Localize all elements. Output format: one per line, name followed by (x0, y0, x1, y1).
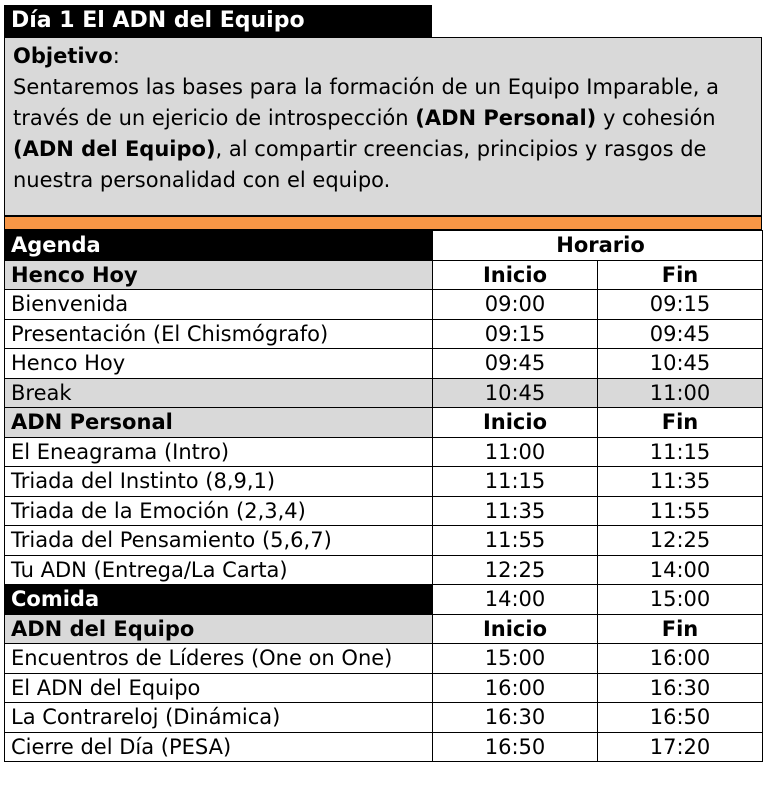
table-row (5, 378, 763, 408)
comida-row (5, 585, 763, 615)
activity-cell: Presentación (El Chismógrafo) (5, 319, 433, 349)
section-title: Henco Hoy (5, 260, 433, 290)
objective-label: Objetivo (13, 44, 113, 68)
end-time-cell: 11:55 (598, 496, 763, 526)
objective-text-1: Sentaremos las bases para la formación de un Equipo Imparable, a través de un ejericio de introspección (13, 75, 719, 130)
table-row (5, 703, 763, 733)
table-row (5, 437, 763, 467)
table-row (5, 555, 763, 585)
table-row (5, 732, 763, 762)
table-row (5, 496, 763, 526)
inicio-label: Inicio (433, 408, 598, 438)
activity-cell: Break (5, 378, 433, 408)
start-time-cell: 11:35 (433, 496, 598, 526)
objective-box (4, 37, 762, 216)
activity-cell: La Contrareloj (Dinámica) (5, 703, 433, 733)
fin-label: Fin (598, 614, 763, 644)
start-time-cell: 12:25 (433, 555, 598, 585)
activity-cell: Encuentros de Líderes (One on One) (5, 644, 433, 674)
inicio-label: Inicio (433, 260, 598, 290)
activity-cell: El ADN del Equipo (5, 673, 433, 703)
page-title: Día 1 El ADN del Equipo (4, 5, 432, 37)
start-time-cell: 11:15 (433, 467, 598, 497)
start-time-cell: 15:00 (433, 644, 598, 674)
end-time-cell: 14:00 (598, 555, 763, 585)
objective-bold-1: (ADN Personal) (415, 106, 597, 130)
start-time-cell: 09:15 (433, 319, 598, 349)
activity-cell: Henco Hoy (5, 349, 433, 379)
end-time-cell: 17:20 (598, 732, 763, 762)
section-header-row (5, 260, 763, 290)
table-row (5, 290, 763, 320)
section-title: Comida (5, 585, 433, 615)
section-title: ADN del Equipo (5, 614, 433, 644)
end-time-cell: 11:00 (598, 378, 763, 408)
objective-text-2: y cohesión (596, 106, 716, 130)
start-time-cell: 16:00 (433, 673, 598, 703)
table-row (5, 526, 763, 556)
activity-cell: Triada del Pensamiento (5,6,7) (5, 526, 433, 556)
start-time-cell: 09:45 (433, 349, 598, 379)
horario-label: Horario (433, 231, 763, 261)
end-time-cell: 11:15 (598, 437, 763, 467)
fin-label: Fin (598, 408, 763, 438)
start-time-cell: 14:00 (433, 585, 598, 615)
activity-cell: Tu ADN (Entrega/La Carta) (5, 555, 433, 585)
end-time-cell: 12:25 (598, 526, 763, 556)
agenda-header-row (5, 231, 763, 261)
start-time-cell: 16:50 (433, 732, 598, 762)
section-header-row (5, 408, 763, 438)
activity-cell: Bienvenida (5, 290, 433, 320)
start-time-cell: 11:00 (433, 437, 598, 467)
activity-cell: Triada de la Emoción (2,3,4) (5, 496, 433, 526)
start-time-cell: 16:30 (433, 703, 598, 733)
inicio-label: Inicio (433, 614, 598, 644)
table-row (5, 673, 763, 703)
end-time-cell: 16:30 (598, 673, 763, 703)
orange-divider (4, 216, 762, 230)
start-time-cell: 11:55 (433, 526, 598, 556)
table-row (5, 644, 763, 674)
start-time-cell: 10:45 (433, 378, 598, 408)
objective-colon: : (112, 44, 120, 68)
end-time-cell: 16:50 (598, 703, 763, 733)
end-time-cell: 15:00 (598, 585, 763, 615)
end-time-cell: 16:00 (598, 644, 763, 674)
activity-cell: El Eneagrama (Intro) (5, 437, 433, 467)
objective-text-3: , al compartir creencias, principios y rasgos de nuestra personalidad con el equipo. (13, 137, 707, 192)
activity-cell: Triada del Instinto (8,9,1) (5, 467, 433, 497)
agenda-label: Agenda (5, 231, 433, 261)
activity-cell: Cierre del Día (PESA) (5, 732, 433, 762)
start-time-cell: 09:00 (433, 290, 598, 320)
agenda-table (4, 230, 763, 762)
table-row (5, 467, 763, 497)
end-time-cell: 09:15 (598, 290, 763, 320)
section-header-row (5, 614, 763, 644)
section-title: ADN Personal (5, 408, 433, 438)
fin-label: Fin (598, 260, 763, 290)
table-row (5, 319, 763, 349)
end-time-cell: 11:35 (598, 467, 763, 497)
end-time-cell: 10:45 (598, 349, 763, 379)
table-row (5, 349, 763, 379)
end-time-cell: 09:45 (598, 319, 763, 349)
objective-bold-2: (ADN del Equipo) (13, 137, 216, 161)
